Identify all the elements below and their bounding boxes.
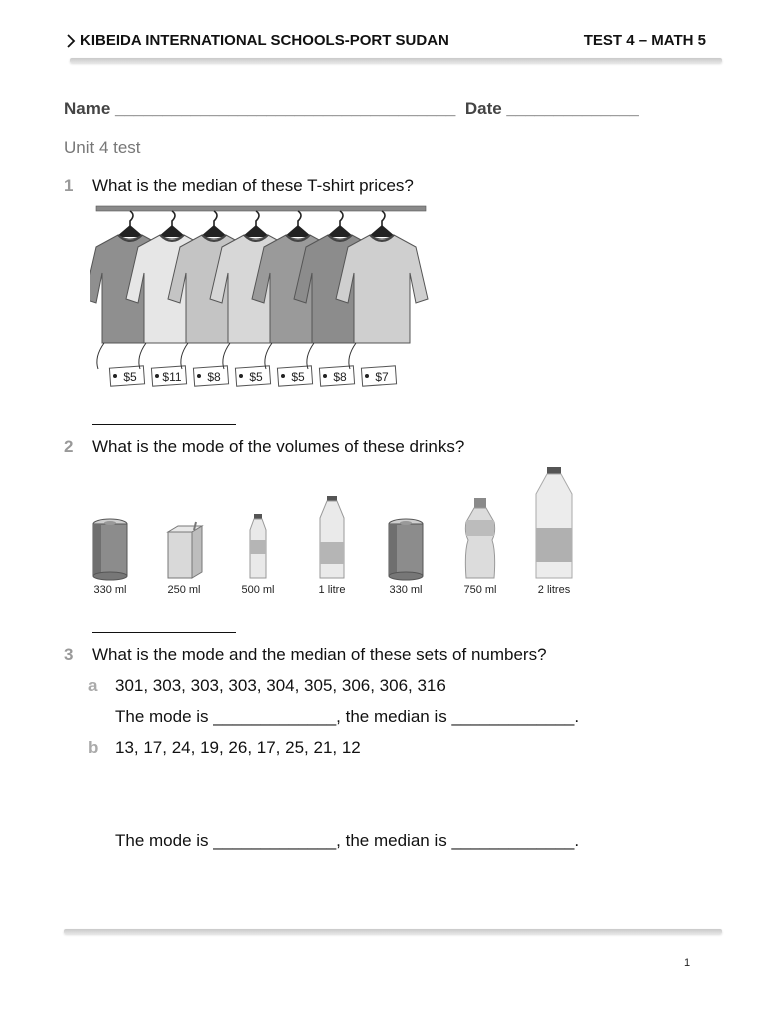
price-tag: $7 [375,370,389,384]
unit-title: Unit 4 test [64,138,141,157]
drink-label: 330 ml [389,584,423,596]
one-litre-bottle-icon [320,496,344,578]
medium-bottle-icon [465,498,494,578]
price-tag: $5 [291,370,305,384]
drink-label: 500 ml [241,584,275,596]
test-title: TEST 4 – MATH 5 [583,32,706,49]
can-icon [93,519,127,580]
price-tag: $11 [162,370,182,384]
page-number: 1 [684,957,691,969]
school-name [64,32,449,49]
drink-label: 1 litre [318,584,346,596]
price-tag: $8 [207,370,221,384]
school-name-text: KIBEIDA INTERNATIONAL SCHOOLS-PORT SUDAN [80,32,449,49]
answer-line-1[interactable] [92,424,236,425]
question-number: 1 [64,176,74,195]
question-text: What is the mode of the volumes of these drinks? [92,437,465,456]
question-number: 2 [64,437,74,456]
question-text: What is the mode and the median of these sets of numbers? [92,645,547,664]
number-set: 13, 17, 24, 19, 26, 17, 25, 21, 12 [115,738,361,757]
drink-label: 750 ml [463,584,497,596]
page-header [64,32,706,54]
price-tag: $5 [123,370,137,384]
answer-line-2[interactable] [92,632,236,633]
drinks-illustration [80,462,590,604]
header-divider [70,58,722,63]
small-bottle-icon [250,514,266,578]
answer-line[interactable]: The mode is _____________, the median is _____________. [115,831,580,850]
question-text: What is the median of these T-shirt prices? [92,176,414,195]
drink-label: 250 ml [167,584,201,596]
footer-divider [64,929,722,934]
drink-label: 2 litres [537,584,571,596]
drink-label: 330 ml [93,584,127,596]
carton-icon [168,522,202,578]
question-number: 3 [64,645,74,664]
large-bottle-icon [536,467,572,578]
price-tag: $8 [333,370,347,384]
answer-line[interactable]: The mode is _____________, the median is _____________. [115,707,580,726]
name-date-line[interactable]: Name ____________________________________ Date ______________ [64,99,639,118]
tshirts-illustration [90,203,442,393]
can-icon [389,519,423,580]
part-letter: b [88,738,99,757]
price-tag: $5 [249,370,263,384]
chevron-right-icon [64,33,78,49]
number-set: 301, 303, 303, 303, 304, 305, 306, 306, 316 [115,676,446,695]
part-letter: a [88,676,98,695]
